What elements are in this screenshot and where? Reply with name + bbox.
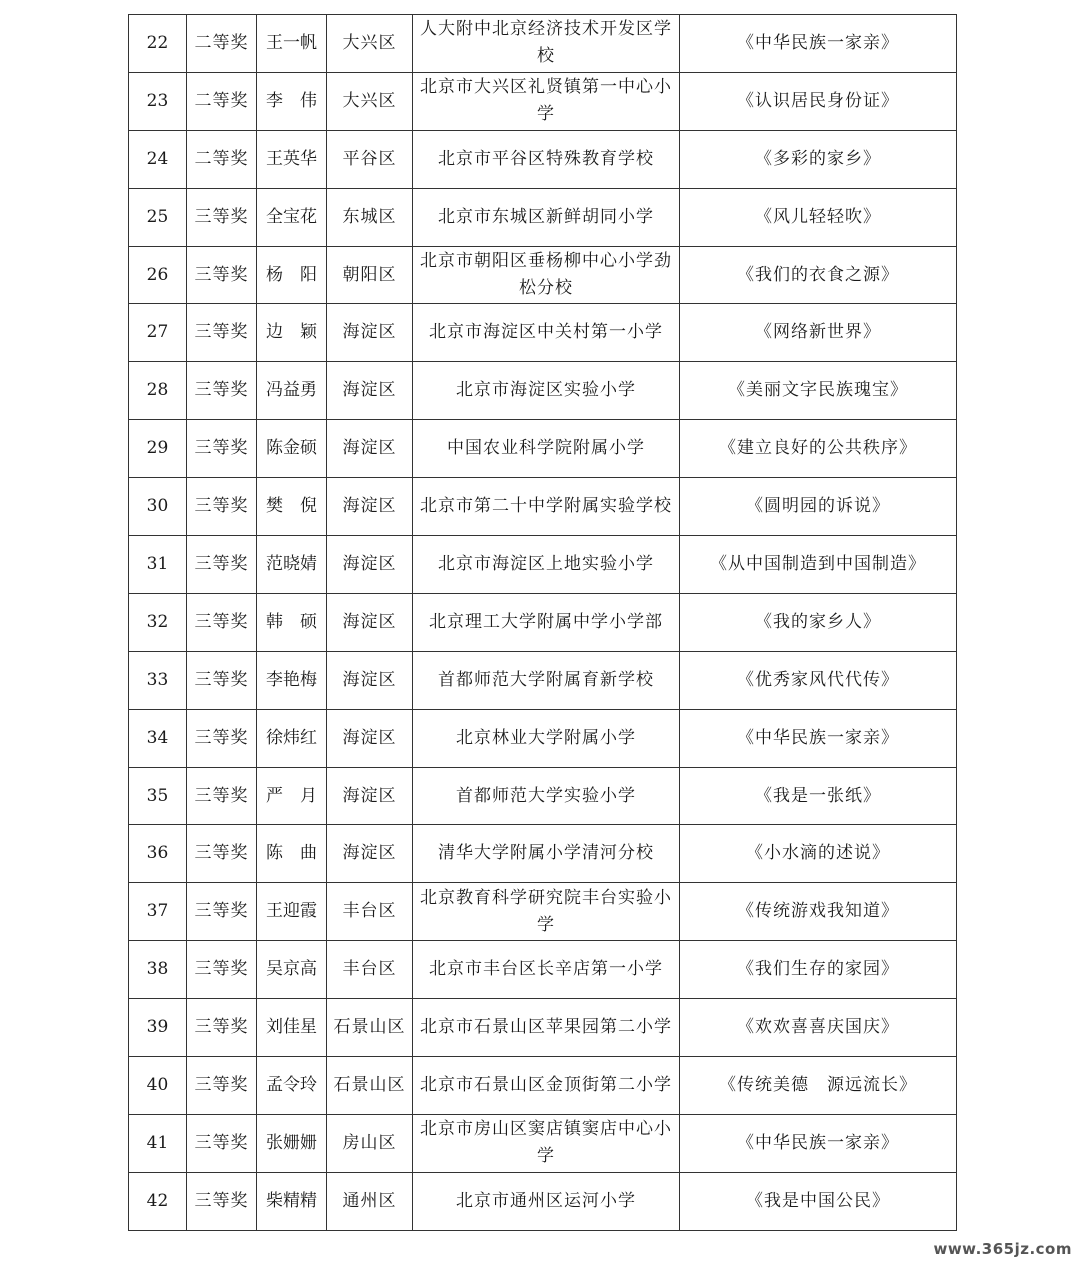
cell-district: 海淀区	[327, 709, 413, 767]
cell-school: 北京市丰台区长辛店第一小学	[413, 941, 680, 999]
cell-school: 中国农业科学院附属小学	[413, 420, 680, 478]
cell-school: 人大附中北京经济技术开发区学校	[413, 15, 680, 73]
cell-district: 海淀区	[327, 651, 413, 709]
cell-number: 26	[129, 246, 187, 304]
table-row	[129, 825, 957, 883]
table-row	[129, 999, 957, 1057]
table-row	[129, 709, 957, 767]
cell-name: 刘佳星	[257, 999, 327, 1057]
cell-school: 首都师范大学附属育新学校	[413, 651, 680, 709]
cell-title: 《多彩的家乡》	[680, 130, 957, 188]
cell-number: 29	[129, 420, 187, 478]
cell-school: 北京市石景山区苹果园第二小学	[413, 999, 680, 1057]
cell-name: 边 颖	[257, 304, 327, 362]
cell-title: 《我的家乡人》	[680, 593, 957, 651]
cell-award: 三等奖	[187, 1172, 257, 1230]
cell-number: 35	[129, 767, 187, 825]
table-row	[129, 188, 957, 246]
cell-district: 海淀区	[327, 825, 413, 883]
cell-name: 严 月	[257, 767, 327, 825]
cell-title: 《美丽文字民族瑰宝》	[680, 362, 957, 420]
cell-number: 37	[129, 883, 187, 941]
award-table-body	[129, 15, 957, 1231]
table-row	[129, 72, 957, 130]
cell-award: 三等奖	[187, 883, 257, 941]
cell-name: 王英华	[257, 130, 327, 188]
cell-award: 二等奖	[187, 72, 257, 130]
cell-school: 北京市朝阳区垂杨柳中心小学劲松分校	[413, 246, 680, 304]
cell-name: 李艳梅	[257, 651, 327, 709]
cell-school: 北京市大兴区礼贤镇第一中心小学	[413, 72, 680, 130]
cell-district: 石景山区	[327, 1057, 413, 1115]
cell-title: 《我是一张纸》	[680, 767, 957, 825]
cell-title: 《传统美德 源远流长》	[680, 1057, 957, 1115]
cell-school: 北京市海淀区上地实验小学	[413, 536, 680, 594]
cell-title: 《认识居民身份证》	[680, 72, 957, 130]
cell-school: 北京市第二十中学附属实验学校	[413, 478, 680, 536]
cell-name: 陈金硕	[257, 420, 327, 478]
cell-school: 北京理工大学附属中学小学部	[413, 593, 680, 651]
cell-name: 陈 曲	[257, 825, 327, 883]
cell-number: 32	[129, 593, 187, 651]
cell-name: 全宝花	[257, 188, 327, 246]
cell-district: 房山区	[327, 1114, 413, 1172]
cell-award: 二等奖	[187, 15, 257, 73]
award-table	[128, 14, 957, 1231]
cell-name: 张姗姗	[257, 1114, 327, 1172]
table-row	[129, 15, 957, 73]
cell-title: 《我们生存的家园》	[680, 941, 957, 999]
cell-title: 《建立良好的公共秩序》	[680, 420, 957, 478]
cell-award: 三等奖	[187, 420, 257, 478]
cell-district: 海淀区	[327, 420, 413, 478]
cell-award: 三等奖	[187, 246, 257, 304]
cell-name: 孟令玲	[257, 1057, 327, 1115]
cell-number: 27	[129, 304, 187, 362]
cell-title: 《中华民族一家亲》	[680, 709, 957, 767]
cell-district: 海淀区	[327, 536, 413, 594]
cell-district: 丰台区	[327, 941, 413, 999]
cell-school: 北京市东城区新鲜胡同小学	[413, 188, 680, 246]
cell-number: 25	[129, 188, 187, 246]
cell-district: 海淀区	[327, 304, 413, 362]
cell-number: 42	[129, 1172, 187, 1230]
cell-name: 韩 硕	[257, 593, 327, 651]
cell-award: 三等奖	[187, 767, 257, 825]
cell-school: 北京市平谷区特殊教育学校	[413, 130, 680, 188]
cell-district: 海淀区	[327, 767, 413, 825]
cell-name: 王迎霞	[257, 883, 327, 941]
cell-school: 北京市通州区运河小学	[413, 1172, 680, 1230]
cell-number: 24	[129, 130, 187, 188]
cell-number: 28	[129, 362, 187, 420]
cell-number: 34	[129, 709, 187, 767]
cell-district: 通州区	[327, 1172, 413, 1230]
table-row	[129, 1114, 957, 1172]
cell-title: 《中华民族一家亲》	[680, 1114, 957, 1172]
cell-school: 清华大学附属小学清河分校	[413, 825, 680, 883]
cell-district: 东城区	[327, 188, 413, 246]
cell-district: 海淀区	[327, 478, 413, 536]
cell-award: 三等奖	[187, 1114, 257, 1172]
cell-number: 39	[129, 999, 187, 1057]
cell-award: 三等奖	[187, 536, 257, 594]
cell-number: 38	[129, 941, 187, 999]
cell-name: 范晓婧	[257, 536, 327, 594]
cell-title: 《我是中国公民》	[680, 1172, 957, 1230]
cell-title: 《从中国制造到中国制造》	[680, 536, 957, 594]
cell-title: 《风儿轻轻吹》	[680, 188, 957, 246]
cell-award: 三等奖	[187, 362, 257, 420]
cell-title: 《网络新世界》	[680, 304, 957, 362]
cell-title: 《我们的衣食之源》	[680, 246, 957, 304]
table-row	[129, 1057, 957, 1115]
table-row	[129, 651, 957, 709]
cell-number: 41	[129, 1114, 187, 1172]
cell-school: 北京教育科学研究院丰台实验小学	[413, 883, 680, 941]
table-row	[129, 246, 957, 304]
cell-title: 《中华民族一家亲》	[680, 15, 957, 73]
cell-name: 杨 阳	[257, 246, 327, 304]
cell-school: 北京市海淀区实验小学	[413, 362, 680, 420]
cell-school: 首都师范大学实验小学	[413, 767, 680, 825]
cell-school: 北京林业大学附属小学	[413, 709, 680, 767]
cell-name: 王一帆	[257, 15, 327, 73]
cell-number: 33	[129, 651, 187, 709]
cell-award: 三等奖	[187, 478, 257, 536]
cell-name: 徐炜红	[257, 709, 327, 767]
cell-district: 大兴区	[327, 15, 413, 73]
cell-school: 北京市石景山区金顶街第二小学	[413, 1057, 680, 1115]
table-row	[129, 304, 957, 362]
cell-number: 23	[129, 72, 187, 130]
cell-award: 三等奖	[187, 593, 257, 651]
cell-award: 三等奖	[187, 188, 257, 246]
table-row	[129, 883, 957, 941]
cell-number: 36	[129, 825, 187, 883]
cell-title: 《欢欢喜喜庆国庆》	[680, 999, 957, 1057]
cell-award: 三等奖	[187, 304, 257, 362]
table-row	[129, 420, 957, 478]
cell-district: 大兴区	[327, 72, 413, 130]
cell-number: 31	[129, 536, 187, 594]
table-row	[129, 1172, 957, 1230]
cell-title: 《圆明园的诉说》	[680, 478, 957, 536]
cell-name: 李 伟	[257, 72, 327, 130]
cell-award: 三等奖	[187, 709, 257, 767]
cell-district: 石景山区	[327, 999, 413, 1057]
cell-number: 30	[129, 478, 187, 536]
cell-district: 海淀区	[327, 593, 413, 651]
cell-school: 北京市海淀区中关村第一小学	[413, 304, 680, 362]
cell-district: 朝阳区	[327, 246, 413, 304]
cell-number: 40	[129, 1057, 187, 1115]
cell-name: 冯益勇	[257, 362, 327, 420]
cell-title: 《小水滴的述说》	[680, 825, 957, 883]
cell-title: 《传统游戏我知道》	[680, 883, 957, 941]
cell-name: 樊 倪	[257, 478, 327, 536]
table-row	[129, 478, 957, 536]
cell-district: 丰台区	[327, 883, 413, 941]
cell-district: 平谷区	[327, 130, 413, 188]
cell-district: 海淀区	[327, 362, 413, 420]
award-table-container	[128, 14, 956, 1231]
cell-award: 三等奖	[187, 825, 257, 883]
cell-title: 《优秀家风代代传》	[680, 651, 957, 709]
table-row	[129, 941, 957, 999]
cell-number: 22	[129, 15, 187, 73]
cell-name: 柴精精	[257, 1172, 327, 1230]
site-watermark: www.365jz.com	[933, 1240, 1072, 1258]
cell-school: 北京市房山区窦店镇窦店中心小学	[413, 1114, 680, 1172]
table-row	[129, 362, 957, 420]
cell-award: 三等奖	[187, 1057, 257, 1115]
table-row	[129, 593, 957, 651]
table-row	[129, 767, 957, 825]
cell-award: 三等奖	[187, 941, 257, 999]
table-row	[129, 536, 957, 594]
cell-award: 二等奖	[187, 130, 257, 188]
cell-award: 三等奖	[187, 999, 257, 1057]
cell-name: 吴京高	[257, 941, 327, 999]
table-row	[129, 130, 957, 188]
cell-award: 三等奖	[187, 651, 257, 709]
